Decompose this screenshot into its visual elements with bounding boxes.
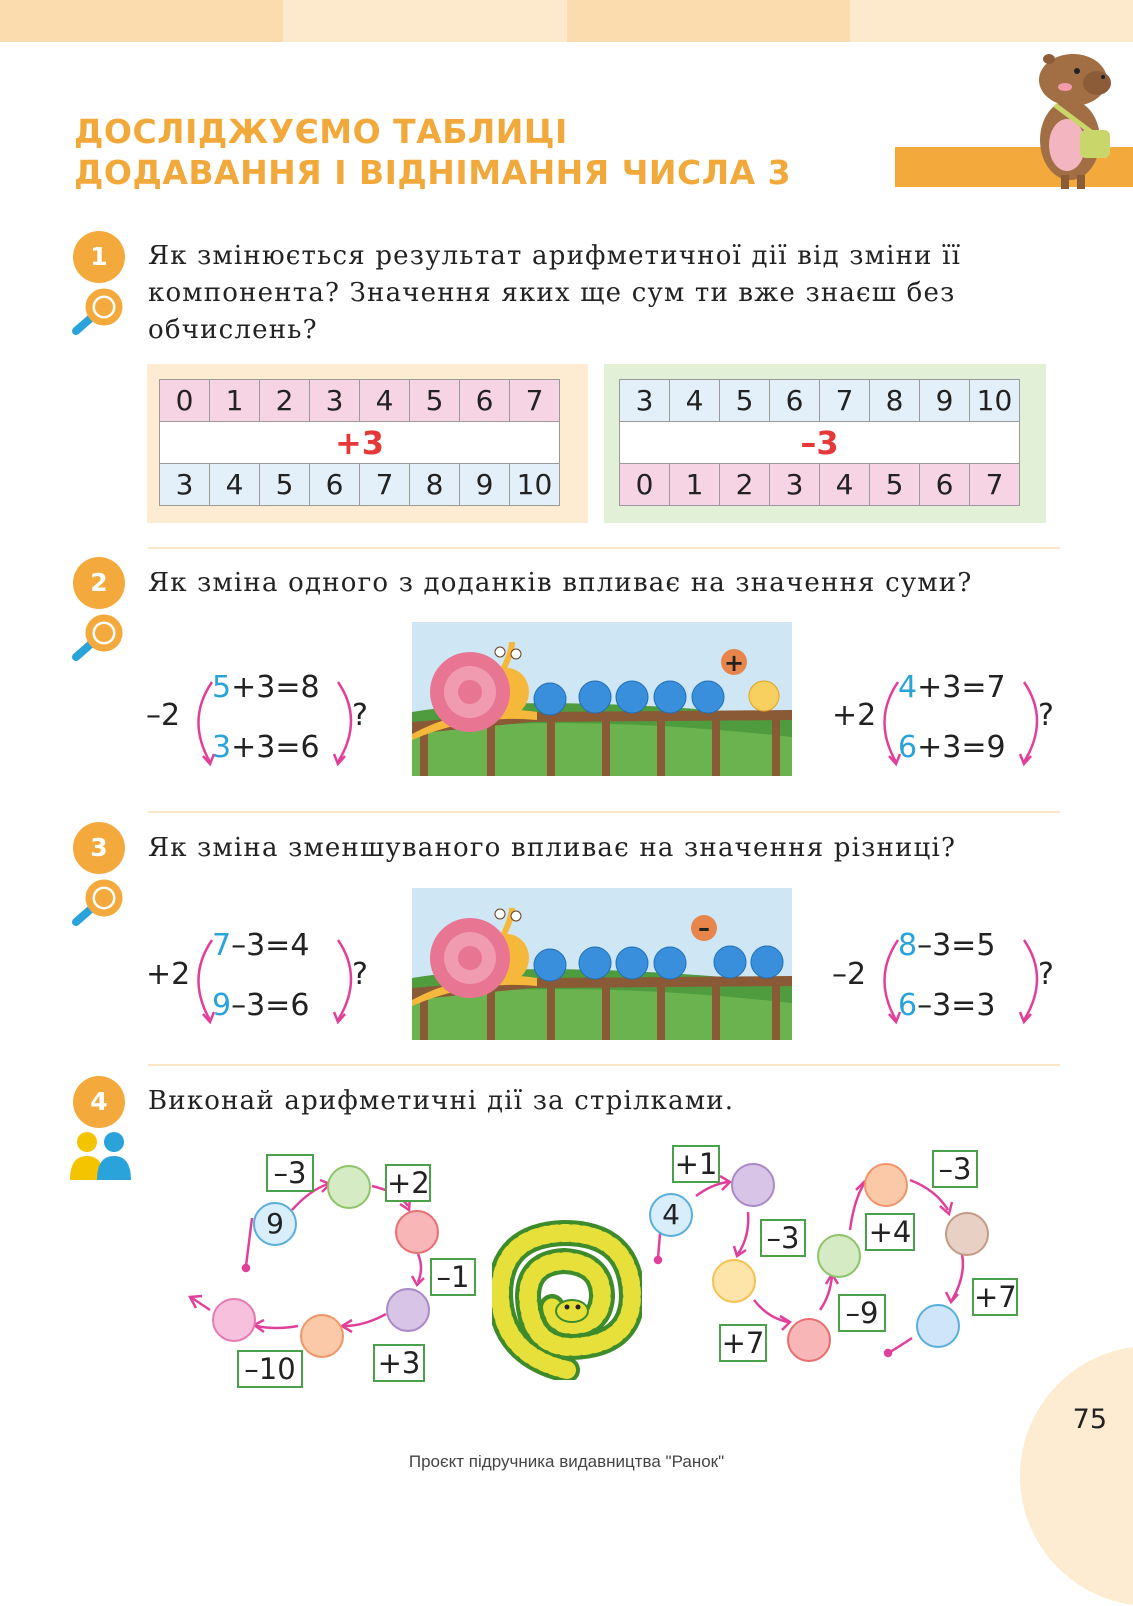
- table-cell: 3: [620, 380, 670, 422]
- chain2-circle[interactable]: [864, 1163, 908, 1207]
- operation-box: +7: [719, 1324, 767, 1362]
- snake-illustration: [492, 1185, 642, 1380]
- chain1-circle[interactable]: [395, 1210, 439, 1254]
- change-arrows: [874, 668, 1044, 776]
- magnifier-icon: [68, 613, 126, 665]
- chain2-circle[interactable]: [731, 1163, 775, 1207]
- equation-first-term: 6: [898, 988, 918, 1023]
- table-cell: 1: [210, 380, 260, 422]
- task-number-badge: 4: [73, 1076, 125, 1128]
- table-operation: +3: [160, 422, 560, 464]
- chain1-circle[interactable]: [386, 1288, 430, 1332]
- equation-first-term: 9: [212, 988, 232, 1023]
- section-divider: [148, 1064, 1060, 1066]
- footer-note: Проєкт підручника видавництва "Ранок": [408, 1452, 725, 1471]
- addition-table: [159, 379, 560, 506]
- table-cell: 7: [360, 464, 410, 506]
- equation-first-term: 3: [212, 730, 232, 765]
- task3-question: Як зміна зменшуваного впливає на значення різниці?: [148, 833, 957, 863]
- change-label: –2: [832, 957, 867, 992]
- change-arrows: [188, 668, 358, 776]
- table-cell: 0: [620, 464, 670, 506]
- table-cell: 6: [460, 380, 510, 422]
- table-cell: 8: [870, 380, 920, 422]
- table-cell: 4: [820, 464, 870, 506]
- table-cell: 7: [970, 464, 1020, 506]
- chain1-start-circle: 9: [253, 1202, 297, 1246]
- section-divider: [148, 547, 1060, 549]
- equation-rest: –3=4: [231, 928, 310, 963]
- table-cell: 3: [310, 380, 360, 422]
- question-line: обчислень?: [148, 315, 318, 345]
- operation-box: +1: [672, 1145, 720, 1183]
- top-bar-2: [283, 0, 567, 42]
- task-number-badge: 1: [73, 231, 125, 283]
- table-cell: 5: [720, 380, 770, 422]
- question-mark: ?: [1038, 957, 1054, 992]
- table-cell: 4: [210, 464, 260, 506]
- question-mark: ?: [352, 957, 368, 992]
- top-bar-4: [850, 0, 1133, 42]
- table-operation: –3: [620, 422, 1020, 464]
- task-number-badge: 3: [73, 822, 125, 874]
- operation-box: –3: [266, 1154, 314, 1192]
- chain2-start-circle: 4: [649, 1193, 693, 1237]
- change-label: +2: [146, 957, 191, 992]
- equation-rest: +3=9: [917, 730, 1006, 765]
- equation-rest: +3=7: [917, 670, 1006, 705]
- table-cell: 4: [360, 380, 410, 422]
- chain2-circle[interactable]: [787, 1318, 831, 1362]
- operation-box: –3: [760, 1219, 806, 1257]
- chain1-circle[interactable]: [300, 1314, 344, 1358]
- page-number: 75: [1072, 1404, 1107, 1435]
- top-bar-1: [0, 0, 283, 42]
- table-cell: 5: [410, 380, 460, 422]
- plus-sign: +: [723, 649, 745, 677]
- table-cell: 6: [770, 380, 820, 422]
- question-line: компонента? Значення яких ще сум ти вже знаєш без: [148, 278, 956, 308]
- change-label: –2: [146, 698, 181, 733]
- magnifier-icon: [68, 287, 126, 339]
- table-cell: 1: [670, 464, 720, 506]
- operation-box: +3: [373, 1344, 425, 1382]
- chain2-circle[interactable]: [817, 1234, 861, 1278]
- question-mark: ?: [352, 698, 368, 733]
- change-arrows: [874, 926, 1044, 1034]
- operation-box: +7: [974, 1280, 1017, 1314]
- table-cell: 9: [920, 380, 970, 422]
- operation-box: –9: [838, 1294, 886, 1332]
- equation-rest: –3=3: [917, 988, 996, 1023]
- operation-box: –3: [932, 1150, 978, 1188]
- table-cell: 4: [670, 380, 720, 422]
- chain2-circle[interactable]: [712, 1259, 756, 1303]
- equation-rest: –3=6: [231, 988, 310, 1023]
- equation-first-term: 8: [898, 928, 918, 963]
- table-cell: 3: [160, 464, 210, 506]
- snail-illustration: [412, 888, 792, 1040]
- task-number-badge: 2: [73, 557, 125, 609]
- change-arrows: [188, 926, 358, 1034]
- chain2-circle[interactable]: [916, 1304, 960, 1348]
- page-title-line2: ДОДАВАННЯ І ВІДНІМАННЯ ЧИСЛА 3: [74, 153, 792, 192]
- task2-question: Як зміна одного з доданків впливає на значення суми?: [148, 568, 973, 598]
- equation-rest: +3=6: [231, 730, 320, 765]
- operation-box: +2: [387, 1166, 430, 1200]
- section-divider: [148, 811, 1060, 813]
- equation-rest: +3=8: [231, 670, 320, 705]
- equation-first-term: 5: [212, 670, 232, 705]
- table-cell: 8: [410, 464, 460, 506]
- top-bar-3: [567, 0, 850, 42]
- table-cell: 3: [770, 464, 820, 506]
- capybara-mascot: [1025, 45, 1125, 190]
- task1-question: [148, 238, 1038, 349]
- chain1-circle[interactable]: [212, 1298, 256, 1342]
- equation-rest: –3=5: [917, 928, 996, 963]
- subtraction-table: [619, 379, 1020, 506]
- table-cell: 2: [260, 380, 310, 422]
- table-cell: 5: [870, 464, 920, 506]
- operation-box: +4: [865, 1213, 915, 1251]
- table-cell: 7: [820, 380, 870, 422]
- operation-box: –1: [430, 1258, 476, 1296]
- question-line: Як змінюється результат арифметичної дії від зміни її: [148, 241, 962, 271]
- table-cell: 9: [460, 464, 510, 506]
- change-label: +2: [832, 698, 877, 733]
- chain2-circle[interactable]: [945, 1212, 989, 1256]
- snail-illustration: [412, 622, 792, 776]
- minus-sign: –: [698, 914, 710, 942]
- page-corner: [1020, 1346, 1133, 1606]
- table-cell: 7: [510, 380, 560, 422]
- page-title-line1: ДОСЛІДЖУЄМО ТАБЛИЦІ: [74, 112, 568, 151]
- pair-work-icon: [70, 1130, 132, 1180]
- chain1-circle[interactable]: [327, 1165, 371, 1209]
- equation-first-term: 6: [898, 730, 918, 765]
- equation-first-term: 4: [898, 670, 918, 705]
- table-cell: 5: [260, 464, 310, 506]
- table-cell: 10: [970, 380, 1020, 422]
- table-cell: 6: [920, 464, 970, 506]
- magnifier-icon: [68, 878, 126, 930]
- table-cell: 10: [510, 464, 560, 506]
- operation-box: –10: [237, 1350, 303, 1388]
- question-mark: ?: [1038, 698, 1054, 733]
- task4-question: Виконай арифметичні дії за стрілками.: [148, 1086, 735, 1116]
- equation-first-term: 7: [212, 928, 232, 963]
- table-cell: 6: [310, 464, 360, 506]
- table-cell: 0: [160, 380, 210, 422]
- table-cell: 2: [720, 464, 770, 506]
